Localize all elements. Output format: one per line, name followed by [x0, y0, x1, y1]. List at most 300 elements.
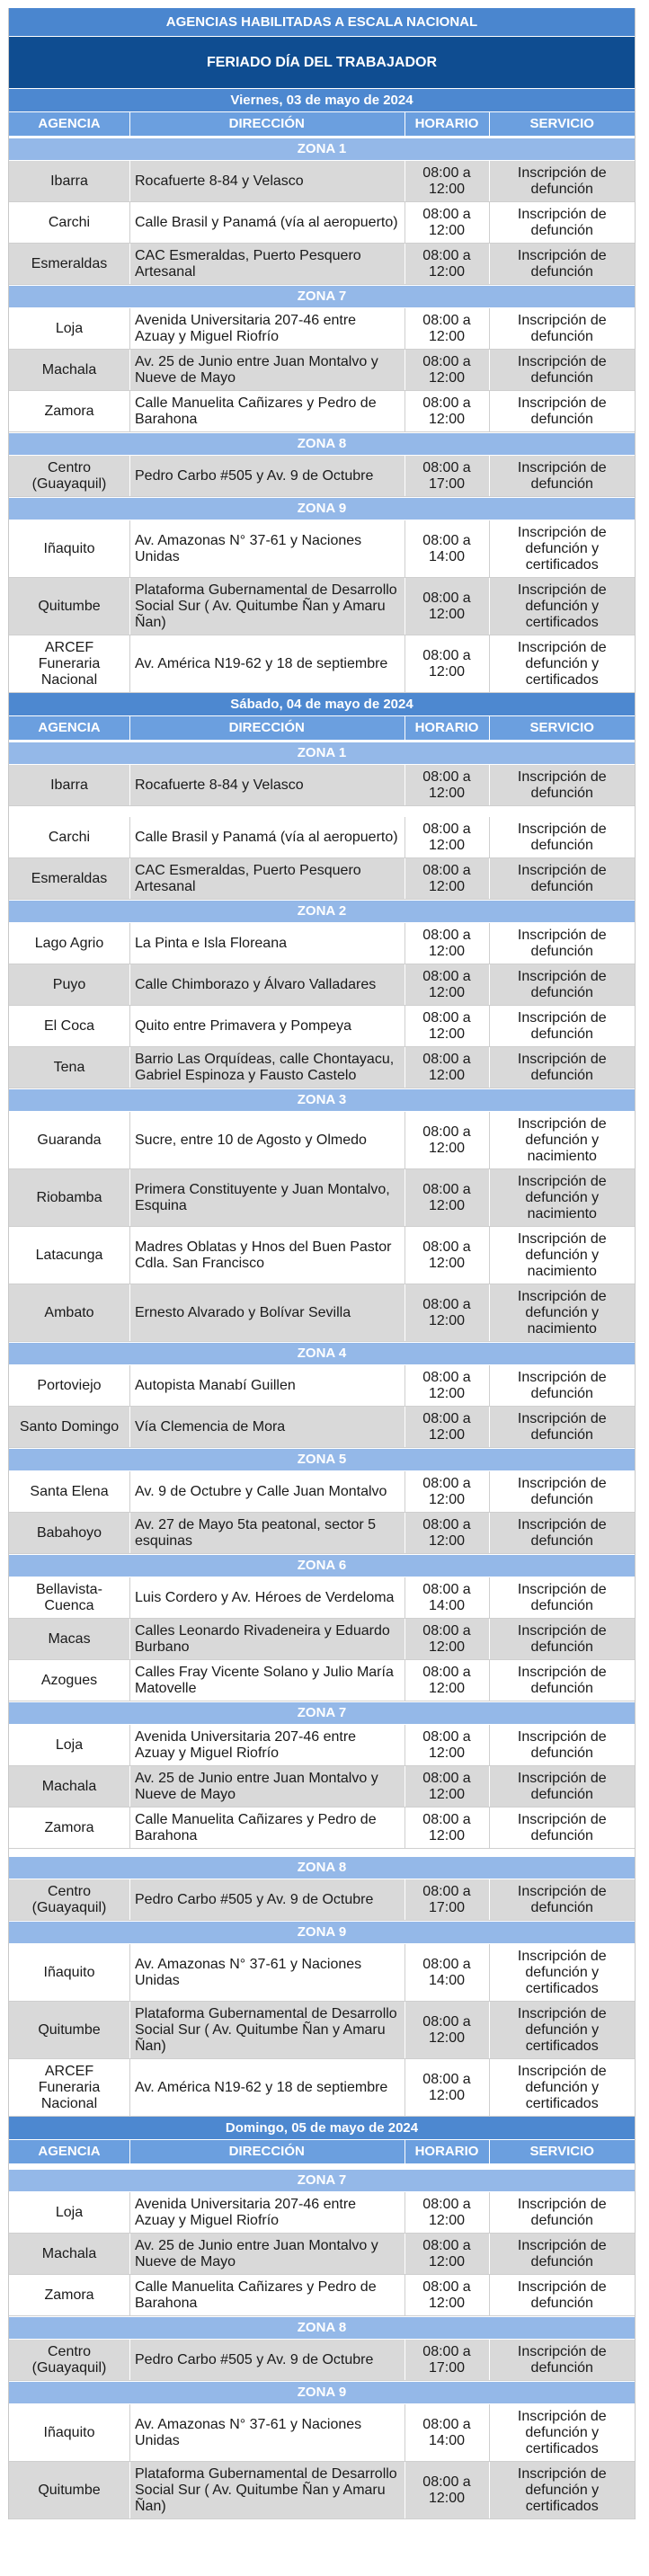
- zone-label: ZONA 9: [297, 1924, 347, 1940]
- service-cell: [490, 1047, 636, 1088]
- agency-text: Ambato: [44, 1304, 94, 1320]
- hours-text: 08:00 a 14:00: [422, 1956, 471, 1988]
- agency-cell: [9, 923, 130, 964]
- agency-cell: [9, 578, 130, 635]
- agency-row: [9, 1660, 635, 1701]
- service-text: Inscripción de defunción: [517, 1728, 607, 1761]
- agency-text: ARCEF Funeraria Nacional: [38, 639, 101, 688]
- address-cell: [130, 308, 405, 349]
- hours-cell: [405, 1944, 490, 2001]
- hours-text: 08:00 a 12:00: [422, 164, 471, 197]
- address-cell: [130, 244, 405, 284]
- address-cell: [130, 1577, 405, 1618]
- address-cell: [130, 1766, 405, 1807]
- holiday-title-row: [9, 37, 635, 89]
- agency-row: [9, 1284, 635, 1342]
- address-text: Avenida Universitaria 207-46 entre Azuay y Miguel Riofrío: [135, 312, 357, 344]
- agency-row: [9, 456, 635, 497]
- service-text: Inscripción de defunción y certificados: [517, 639, 607, 688]
- address-text: Quito entre Primavera y Pompeya: [135, 1017, 351, 1034]
- address-cell: [130, 1227, 405, 1284]
- agency-row: [9, 2340, 635, 2381]
- hours-text: 08:00 a 12:00: [422, 206, 471, 238]
- service-cell: [490, 2340, 636, 2380]
- service-cell: [490, 858, 636, 899]
- hours-cell: [405, 1112, 490, 1168]
- agency-text: Guaranda: [37, 1132, 102, 1148]
- zone-header: [9, 2381, 635, 2404]
- address-cell: [130, 2462, 405, 2518]
- agency-row: [9, 858, 635, 900]
- hours-text: 08:00 a 12:00: [422, 1296, 471, 1328]
- agency-text: Babahoyo: [36, 1524, 102, 1541]
- service-text: Inscripción de defunción: [517, 164, 607, 197]
- agency-row: [9, 2462, 635, 2519]
- service-cell: [490, 456, 636, 496]
- agency-cell: [9, 244, 130, 284]
- agency-cell: [9, 2340, 130, 2380]
- day-label-cell: [9, 693, 635, 715]
- address-text: Av. Amazonas N° 37-61 y Naciones Unidas: [135, 1956, 362, 1988]
- service-cell: [490, 1808, 636, 1848]
- agency-row: [9, 1112, 635, 1169]
- column-header-label: SERVICIO: [529, 2144, 594, 2159]
- address-text: Autopista Manabí Guillen: [135, 1377, 296, 1393]
- day-label-cell: [9, 2117, 635, 2139]
- agency-row: [9, 635, 635, 693]
- agency-text: Macas: [48, 1630, 91, 1647]
- service-text: Inscripción de defunción y certificados: [517, 2408, 607, 2456]
- column-header-agency: [9, 716, 130, 740]
- zone-header: [9, 742, 635, 765]
- agency-text: Tena: [53, 1059, 85, 1075]
- agency-text: Bellavista-Cuenca: [36, 1581, 102, 1613]
- hours-cell: [405, 1365, 490, 1406]
- address-text: Av. América N19-62 y 18 de septiembre: [135, 655, 388, 671]
- agency-text: Portoviejo: [37, 1377, 102, 1393]
- address-cell: [130, 202, 405, 243]
- service-text: Inscripción de defunción: [517, 1051, 607, 1083]
- address-text: Av. Amazonas N° 37-61 y Naciones Unidas: [135, 532, 362, 564]
- service-text: Inscripción de defunción: [517, 768, 607, 801]
- service-text: Inscripción de defunción: [517, 862, 607, 894]
- service-cell: [490, 2462, 636, 2518]
- address-text: Av. 25 de Junio entre Juan Montalvo y Nueve de Mayo: [135, 1770, 378, 1802]
- zone-label: ZONA 7: [297, 2172, 347, 2188]
- column-header-hours: [405, 112, 490, 136]
- hours-cell: [405, 1471, 490, 1512]
- agency-cell: [9, 858, 130, 899]
- zone-header: [9, 1921, 635, 1944]
- service-text: Inscripción de defunción: [517, 1883, 607, 1915]
- agency-cell: [9, 1513, 130, 1553]
- agency-cell: [9, 1471, 130, 1512]
- agency-row: [9, 1169, 635, 1227]
- service-cell: [490, 1471, 636, 1512]
- agency-cell: [9, 2462, 130, 2518]
- agency-cell: [9, 817, 130, 857]
- agency-text: Santo Domingo: [19, 1418, 120, 1435]
- column-header-service: [490, 112, 636, 136]
- zone-label: ZONA 6: [297, 1558, 347, 1573]
- zone-label: ZONA 1: [297, 745, 347, 760]
- agency-row: [9, 520, 635, 578]
- agency-cell: [9, 308, 130, 349]
- agency-text: Machala: [41, 2245, 97, 2261]
- agency-cell: [9, 1047, 130, 1088]
- agency-text: Iñaquito: [43, 1964, 95, 1980]
- hours-cell: [405, 635, 490, 692]
- service-text: Inscripción de defunción y certificados: [517, 582, 607, 630]
- address-text: CAC Esmeraldas, Puerto Pesquero Artesanal: [135, 247, 361, 280]
- agency-text: El Coca: [43, 1017, 95, 1034]
- address-text: Plataforma Gubernamental de Desarrollo Social Sur ( Av. Quitumbe Ñan y Amaru Ñan): [135, 582, 397, 630]
- service-cell: [490, 2275, 636, 2315]
- hours-cell: [405, 202, 490, 243]
- hours-text: 08:00 a 12:00: [422, 647, 471, 680]
- agency-row: [9, 2192, 635, 2234]
- service-cell: [490, 1725, 636, 1765]
- agency-cell: [9, 161, 130, 201]
- agency-cell: [9, 1365, 130, 1406]
- address-cell: [130, 2059, 405, 2116]
- zone-label-cell: [9, 1555, 635, 1577]
- address-text: Sucre, entre 10 de Agosto y Olmedo: [135, 1132, 367, 1148]
- agency-cell: [9, 2002, 130, 2058]
- address-cell: [130, 391, 405, 431]
- address-cell: [130, 1407, 405, 1447]
- hours-cell: [405, 1619, 490, 1659]
- address-text: Calle Chimborazo y Álvaro Valladares: [135, 976, 377, 992]
- zone-label-cell: [9, 1857, 635, 1879]
- hours-cell: [405, 1047, 490, 1088]
- service-text: Inscripción de defunción: [517, 927, 607, 959]
- address-cell: [130, 1513, 405, 1553]
- agency-text: Zamora: [44, 403, 94, 419]
- agency-row: [9, 2002, 635, 2059]
- hours-text: 08:00 a 12:00: [422, 821, 471, 853]
- hours-text: 08:00 a 12:00: [422, 2278, 471, 2311]
- address-cell: [130, 520, 405, 577]
- zone-label-cell: [9, 901, 635, 922]
- agency-row: [9, 1766, 635, 1808]
- zone-label-cell: [9, 742, 635, 764]
- service-cell: [490, 1879, 636, 1920]
- service-text: Inscripción de defunción: [517, 1369, 607, 1401]
- service-text: Inscripción de defunción: [517, 206, 607, 238]
- hours-cell: [405, 1227, 490, 1284]
- zone-label-cell: [9, 2317, 635, 2339]
- agency-text: Puyo: [52, 976, 86, 992]
- hours-cell: [405, 1879, 490, 1920]
- agency-row: [9, 1879, 635, 1921]
- service-cell: [490, 1766, 636, 1807]
- agency-row: [9, 1047, 635, 1088]
- service-cell: [490, 308, 636, 349]
- address-cell: [130, 2340, 405, 2380]
- agency-text: Lago Agrio: [34, 935, 104, 951]
- service-text: Inscripción de defunción y nacimiento: [517, 1230, 607, 1279]
- zone-label: ZONA 7: [297, 1705, 347, 1720]
- service-cell: [490, 244, 636, 284]
- address-text: Rocafuerte 8-84 y Velasco: [135, 777, 304, 793]
- agency-text: Machala: [41, 361, 97, 378]
- service-cell: [490, 765, 636, 805]
- address-cell: [130, 2192, 405, 2233]
- column-header-agency: [9, 2140, 130, 2163]
- agency-text: Zamora: [44, 2287, 94, 2303]
- day-label: Sábado, 04 de mayo de 2024: [230, 696, 413, 712]
- agency-text: Quitumbe: [38, 598, 101, 614]
- address-cell: [130, 2002, 405, 2058]
- address-cell: [130, 765, 405, 805]
- service-text: Inscripción de defunción y nacimiento: [517, 1288, 607, 1337]
- service-cell: [490, 1513, 636, 1553]
- agency-cell: [9, 2275, 130, 2315]
- service-cell: [490, 1284, 636, 1341]
- hours-cell: [405, 2275, 490, 2315]
- service-text: Inscripción de defunción: [517, 1009, 607, 1042]
- address-text: Pedro Carbo #505 y Av. 9 de Octubre: [135, 1891, 374, 1907]
- address-text: Av. Amazonas N° 37-61 y Naciones Unidas: [135, 2416, 362, 2448]
- hours-text: 08:00 a 14:00: [422, 2416, 471, 2448]
- zone-label-cell: [9, 1449, 635, 1470]
- service-text: Inscripción de defunción: [517, 247, 607, 280]
- agency-row: [9, 1619, 635, 1660]
- column-header-hours: [405, 716, 490, 740]
- service-cell: [490, 1407, 636, 1447]
- address-text: La Pinta e Isla Floreana: [135, 935, 287, 951]
- address-cell: [130, 1619, 405, 1659]
- address-text: Calles Leonardo Rivadeneira y Eduardo Burbano: [135, 1622, 390, 1655]
- column-header-label: HORARIO: [414, 116, 479, 131]
- agency-cell: [9, 520, 130, 577]
- agency-cell: [9, 202, 130, 243]
- agency-cell: [9, 1112, 130, 1168]
- service-text: Inscripción de defunción: [517, 1811, 607, 1843]
- zone-label: ZONA 3: [297, 1092, 347, 1107]
- address-cell: [130, 1047, 405, 1088]
- column-header-label: HORARIO: [414, 2144, 479, 2159]
- zone-label-cell: [9, 1922, 635, 1943]
- service-text: Inscripción de defunción: [517, 1516, 607, 1549]
- hours-cell: [405, 1725, 490, 1765]
- hours-cell: [405, 2404, 490, 2461]
- address-text: Pedro Carbo #505 y Av. 9 de Octubre: [135, 467, 374, 484]
- hours-text: 08:00 a 12:00: [422, 1475, 471, 1507]
- zone-label-cell: [9, 433, 635, 455]
- hours-text: 08:00 a 12:00: [422, 1811, 471, 1843]
- agency-cell: [9, 1660, 130, 1701]
- agency-text: Zamora: [44, 1819, 94, 1835]
- address-cell: [130, 1006, 405, 1046]
- zone-label: ZONA 9: [297, 501, 347, 516]
- service-text: Inscripción de defunción y certificados: [517, 2465, 607, 2514]
- address-text: Plataforma Gubernamental de Desarrollo Social Sur ( Av. Quitumbe Ñan y Amaru Ñan): [135, 2465, 397, 2514]
- address-cell: [130, 456, 405, 496]
- agency-text: Iñaquito: [43, 540, 95, 556]
- hours-cell: [405, 1577, 490, 1618]
- service-text: Inscripción de defunción: [517, 1410, 607, 1443]
- column-header-service: [490, 2140, 636, 2163]
- hours-cell: [405, 858, 490, 899]
- agency-row: [9, 1944, 635, 2002]
- zone-label: ZONA 4: [297, 1346, 347, 1361]
- agency-text: Loja: [55, 320, 84, 336]
- service-text: Inscripción de defunción: [517, 1622, 607, 1655]
- agency-text: Loja: [55, 1737, 84, 1753]
- hours-cell: [405, 2059, 490, 2116]
- zone-label-cell: [9, 1343, 635, 1364]
- address-text: Avenida Universitaria 207-46 entre Azuay y Miguel Riofrío: [135, 1728, 357, 1761]
- agency-row: [9, 1471, 635, 1513]
- address-text: Plataforma Gubernamental de Desarrollo Social Sur ( Av. Quitumbe Ñan y Amaru Ñan): [135, 2005, 397, 2054]
- zone-label-cell: [9, 1089, 635, 1111]
- hours-text: 08:00 a 12:00: [422, 2196, 471, 2228]
- agency-text: Centro (Guayaquil): [31, 1883, 107, 1915]
- agency-row: [9, 202, 635, 244]
- service-cell: [490, 1619, 636, 1659]
- column-header-label: AGENCIA: [38, 116, 101, 131]
- address-text: Calles Fray Vicente Solano y Julio María Matovelle: [135, 1664, 394, 1696]
- service-cell: [490, 2404, 636, 2461]
- column-header-label: AGENCIA: [38, 720, 101, 735]
- agency-cell: [9, 765, 130, 805]
- day-label: Domingo, 05 de mayo de 2024: [225, 2119, 419, 2136]
- zone-header: [9, 2169, 635, 2192]
- agency-row: [9, 1407, 635, 1448]
- hours-cell: [405, 964, 490, 1005]
- address-cell: [130, 2234, 405, 2274]
- hours-text: 08:00 a 12:00: [422, 968, 471, 1000]
- address-text: Ernesto Alvarado y Bolívar Sevilla: [135, 1304, 351, 1320]
- hours-cell: [405, 1660, 490, 1701]
- zone-header: [9, 1088, 635, 1112]
- service-cell: [490, 391, 636, 431]
- column-header-label: DIRECCIÓN: [228, 2144, 305, 2159]
- zone-label-cell: [9, 2382, 635, 2403]
- service-cell: [490, 817, 636, 857]
- address-cell: [130, 858, 405, 899]
- agency-cell: [9, 2192, 130, 2233]
- service-text: Inscripción de defunción y certificados: [517, 524, 607, 573]
- address-cell: [130, 161, 405, 201]
- agency-cell: [9, 456, 130, 496]
- column-header-label: DIRECCIÓN: [228, 116, 305, 131]
- hours-text: 08:00 a 12:00: [422, 1009, 471, 1042]
- service-cell: [490, 1112, 636, 1168]
- address-text: Av. 25 de Junio entre Juan Montalvo y Nueve de Mayo: [135, 2237, 378, 2270]
- day-label-cell: [9, 89, 635, 111]
- zone-header: [9, 1701, 635, 1725]
- address-cell: [130, 964, 405, 1005]
- hours-text: 08:00 a 12:00: [422, 312, 471, 344]
- agency-text: Loja: [55, 2204, 84, 2220]
- address-text: Av. América N19-62 y 18 de septiembre: [135, 2079, 388, 2095]
- agency-row: [9, 923, 635, 964]
- hours-text: 08:00 a 12:00: [422, 2474, 471, 2506]
- service-text: Inscripción de defunción: [517, 2343, 607, 2376]
- agency-text: Carchi: [48, 829, 91, 845]
- hours-cell: [405, 1284, 490, 1341]
- address-text: Barrio Las Orquídeas, calle Chontayacu, Gabriel Espinoza y Fausto Castelo: [135, 1051, 395, 1083]
- address-cell: [130, 2275, 405, 2315]
- hours-cell: [405, 2002, 490, 2058]
- hours-text: 08:00 a 12:00: [422, 1369, 471, 1401]
- hours-text: 08:00 a 12:00: [422, 1410, 471, 1443]
- day-header: [9, 2117, 635, 2140]
- address-text: Av. 27 de Mayo 5ta peatonal, sector 5 esquinas: [135, 1516, 377, 1549]
- service-cell: [490, 1365, 636, 1406]
- service-text: Inscripción de defunción y certificados: [517, 2063, 607, 2111]
- agency-text: Ibarra: [50, 173, 88, 189]
- agency-cell: [9, 1284, 130, 1341]
- column-header-service: [490, 716, 636, 740]
- zone-label-cell: [9, 286, 635, 307]
- column-header-address: [130, 2140, 405, 2163]
- agency-text: Iñaquito: [43, 2424, 95, 2440]
- agency-cell: [9, 1407, 130, 1447]
- agency-row: [9, 1577, 635, 1619]
- service-text: Inscripción de defunción: [517, 312, 607, 344]
- service-cell: [490, 2059, 636, 2116]
- hours-text: 08:00 a 12:00: [422, 862, 471, 894]
- hours-cell: [405, 350, 490, 390]
- zone-header: [9, 432, 635, 456]
- agency-cell: [9, 1808, 130, 1848]
- hours-cell: [405, 391, 490, 431]
- hours-text: 08:00 a 12:00: [422, 2071, 471, 2103]
- agency-cell: [9, 635, 130, 692]
- agency-row: [9, 1725, 635, 1766]
- agency-cell: [9, 1879, 130, 1920]
- column-header-agency: [9, 112, 130, 136]
- agency-text: Carchi: [48, 214, 91, 230]
- service-text: Inscripción de defunción: [517, 821, 607, 853]
- zone-header: [9, 1448, 635, 1471]
- agency-row: [9, 244, 635, 285]
- address-cell: [130, 1365, 405, 1406]
- agency-text: Azogues: [40, 1672, 98, 1688]
- service-cell: [490, 1944, 636, 2001]
- agency-cell: [9, 391, 130, 431]
- hours-text: 08:00 a 12:00: [422, 1622, 471, 1655]
- service-text: Inscripción de defunción: [517, 968, 607, 1000]
- zone-label-cell: [9, 1702, 635, 1724]
- agency-row: [9, 350, 635, 391]
- hours-cell: [405, 817, 490, 857]
- section-spacer: [9, 1849, 635, 1856]
- address-text: Calle Manuelita Cañizares y Pedro de Barahona: [135, 395, 377, 427]
- service-cell: [490, 964, 636, 1005]
- hours-cell: [405, 1808, 490, 1848]
- agency-cell: [9, 1006, 130, 1046]
- zone-label-cell: [9, 2170, 635, 2191]
- agency-cell: [9, 2234, 130, 2274]
- address-cell: [130, 1471, 405, 1512]
- hours-text: 08:00 a 14:00: [422, 1581, 471, 1613]
- service-cell: [490, 1577, 636, 1618]
- address-cell: [130, 1112, 405, 1168]
- hours-cell: [405, 923, 490, 964]
- hours-cell: [405, 2340, 490, 2380]
- agency-row: [9, 578, 635, 635]
- agency-cell: [9, 1944, 130, 2001]
- service-cell: [490, 1006, 636, 1046]
- service-text: Inscripción de defunción: [517, 395, 607, 427]
- agency-text: Machala: [41, 1778, 97, 1794]
- service-text: Inscripción de defunción y nacimiento: [517, 1173, 607, 1221]
